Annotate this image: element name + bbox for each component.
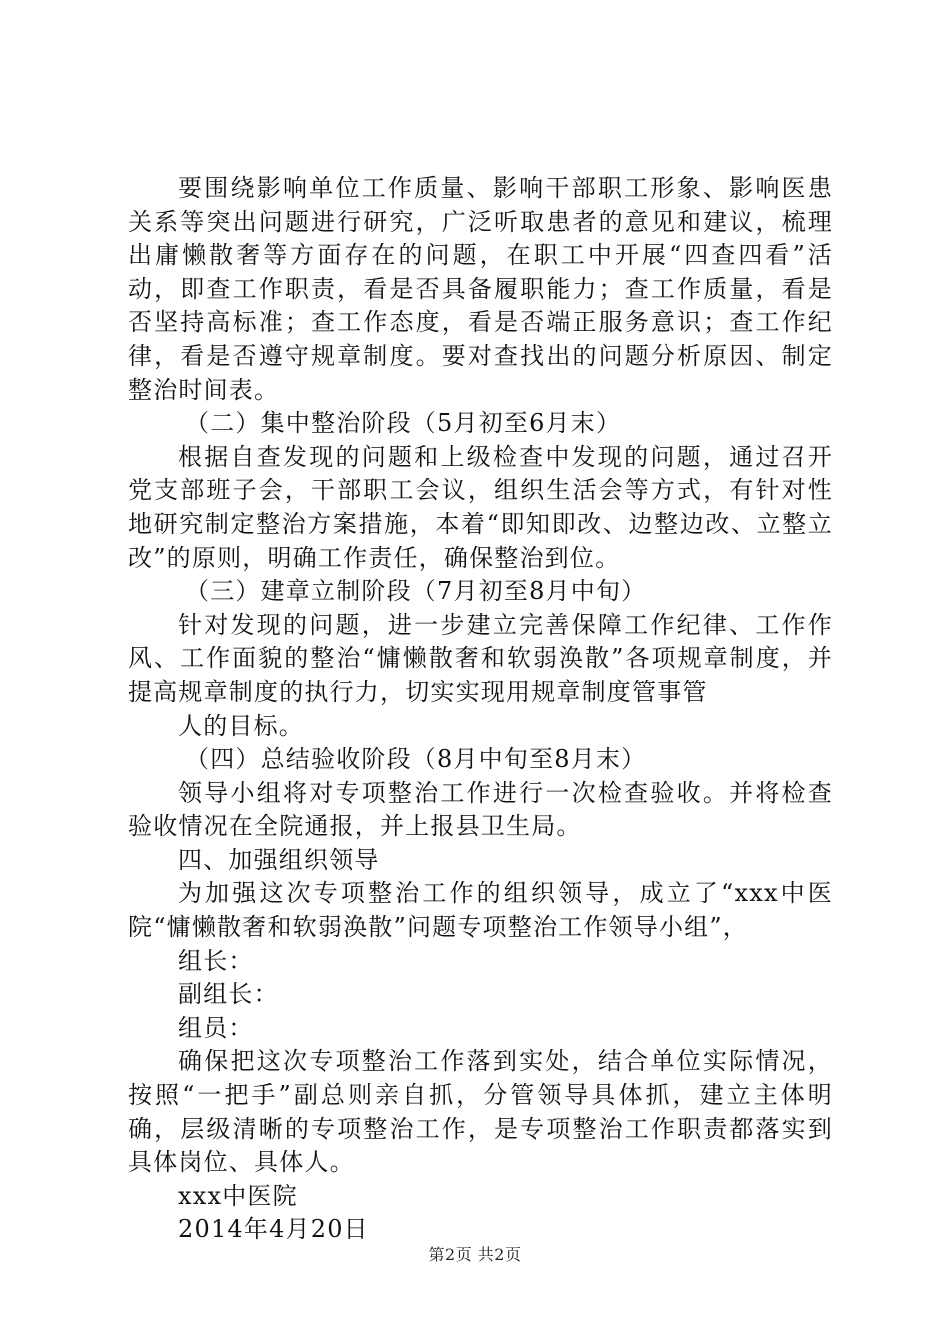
- leader-label: 组长：: [178, 946, 254, 975]
- paragraph-stage-3: 针对发现的问题，进一步建立完善保障工作纪律、工作作风、工作面貌的整治“慵懒散奢和软弱涣散”各项规章制度，并提高规章制度的执行力，切实实现用规章制度管事管: [128, 610, 833, 706]
- paragraph-leadership-group: 为加强这次专项整治工作的组织领导，成立了“xxx中医院“慵懒散奢和软弱涣散”问题专项整治工作领导小组”，: [128, 879, 833, 942]
- signature-organization: xxx中医院: [178, 1181, 298, 1210]
- signature-date: 2014年4月20日: [178, 1215, 369, 1244]
- deputy-leader-label: 副组长：: [178, 980, 279, 1009]
- members-label: 组员：: [178, 1013, 254, 1042]
- paragraph-stage-4: 领导小组将对专项整治工作进行一次检查验收。并将检查验收情况在全院通报，并上报县卫生局。: [128, 778, 833, 841]
- heading-stage-3: （三）建章立制阶段（7月初至8月中旬）: [185, 577, 647, 606]
- paragraph-stage-3-continued: 人的目标。: [178, 711, 304, 740]
- section-heading-leadership: 四、加强组织领导: [178, 845, 380, 874]
- page-number-footer: 第2页 共2页: [428, 1245, 522, 1264]
- document-body: [128, 172, 833, 1247]
- paragraph-implementation: 确保把这次专项整治工作落到实处，结合单位实际情况，按照“一把手”副总则亲自抓，分管领导具体抓，建立主体明确，层级清晰的专项整治工作，是专项整治工作职责都落实到具体岗位、具体人。: [128, 1047, 833, 1177]
- paragraph-self-check: 要围绕影响单位工作质量、影响干部职工形象、影响医患关系等突出问题进行研究，广泛听取患者的意见和建议，梳理出庸懒散奢等方面存在的问题，在职工中开展“四查四看”活动，即查工作职责，看是否具备履职能力；查工作质量，看是否坚持高标准；查工作态度，看是否端正服务意识；查工作纪律，看是否遵守规章制度。要对查找出的问题分析原因、制定整治时间表。: [128, 174, 833, 404]
- heading-stage-4: （四）总结验收阶段（8月中旬至8月末）: [185, 745, 647, 774]
- heading-stage-2: （二）集中整治阶段（5月初至6月末）: [185, 409, 622, 438]
- paragraph-stage-2: 根据自查发现的问题和上级检查中发现的问题，通过召开党支部班子会，干部职工会议，组织生活会等方式，有针对性地研究制定整治方案措施，本着“即知即改、边整边改、立整立改”的原则，明确工作责任，确保整治到位。: [128, 442, 833, 572]
